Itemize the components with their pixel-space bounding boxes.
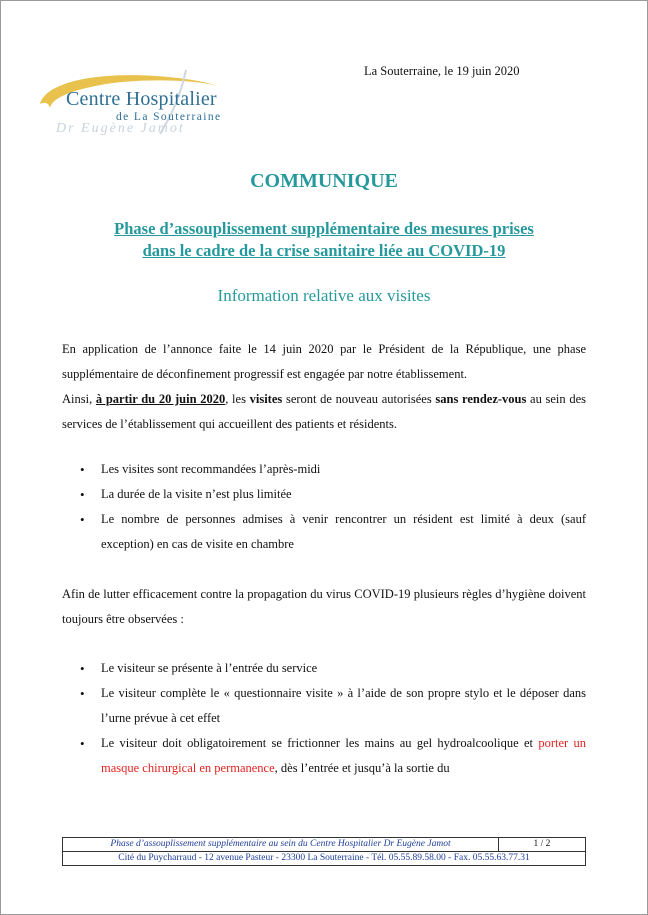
subtitle-line1: Phase d’assouplissement supplémentaire des mesures prises	[114, 219, 534, 238]
document-date: La Souterraine, le 19 juin 2020	[364, 64, 520, 78]
intro-no-appointment-emphasis: sans rendez-vous	[435, 392, 527, 406]
list-item: • Le visiteur se présente à l’entrée du service	[80, 656, 586, 681]
logo-line1: Centre Hospitalier	[66, 88, 217, 110]
intro-s2-g: au sein des services de l’établissement qui accueillent des patients et résidents.	[62, 392, 586, 431]
intro-date-emphasis: à partir du 20 juin 2020	[95, 392, 226, 406]
hygiene-rules-list	[80, 656, 586, 781]
logo-line2: de La Souterraine	[116, 111, 222, 123]
intro-s2-c: , les	[225, 392, 250, 406]
hygiene-item3-a: Le visiteur doit obligatoirement se frictionner les mains au gel hydroalcoolique et	[101, 736, 539, 750]
page-title: COMMUNIQUE	[250, 170, 398, 192]
footer-page-number: 1 / 2	[499, 838, 586, 852]
mask-warning: porter un masque chirurgical en permanence	[101, 736, 586, 775]
hygiene-item3-c: , dès l’entrée et jusqu’à la sortie du	[274, 761, 450, 775]
intro-s2-a: Ainsi,	[62, 392, 96, 406]
subtitle-line2: dans le cadre de la crise sanitaire liée au COVID-19	[142, 241, 506, 260]
list-item: • Le visiteur complète le « questionnaire visite » à l’aide de son propre stylo et le déposer dans l’urne prévue à cet effet	[80, 681, 586, 731]
list-item: • Les visites sont recommandées l’après-midi	[80, 457, 586, 482]
intro-paragraph	[62, 337, 586, 437]
footer-document-title: Phase d’assouplissement supplémentaire au sein du Centre Hospitalier Dr Eugène Jamot	[63, 838, 499, 852]
list-item: • La durée de la visite n’est plus limitée	[80, 482, 586, 507]
subtitle	[60, 218, 588, 262]
intro-s2-e: seront de nouveau autorisées	[282, 392, 436, 406]
intro-sentence-1: En application de l’annonce faite le 14 juin 2020 par le Président de la République, une phase supplémentaire de déconfinement progressif est engagée par notre établissement.	[62, 342, 586, 381]
hospital-logo	[36, 68, 236, 140]
list-item: • Le nombre de personnes admises à venir rencontrer un résident est limité à deux (sauf exception) en cas de visite en chambre	[80, 507, 586, 557]
page-footer	[62, 837, 586, 866]
info-heading: Information relative aux visites	[217, 286, 431, 305]
visit-rules-list	[80, 457, 586, 557]
list-item	[80, 731, 586, 781]
intro-visits-emphasis: visites	[249, 392, 283, 406]
footer-address: Cité du Puycharraud - 12 avenue Pasteur - 23300 La Souterraine - Tél. 05.55.89.58.00 - Fax. 05.55.63.77.31	[63, 852, 586, 866]
hygiene-paragraph: Afin de lutter efficacement contre la propagation du virus COVID-19 plusieurs règles d’hygiène doivent toujours être observées :	[62, 587, 586, 626]
logo-signature: Dr Eugène Jamot	[56, 121, 185, 136]
